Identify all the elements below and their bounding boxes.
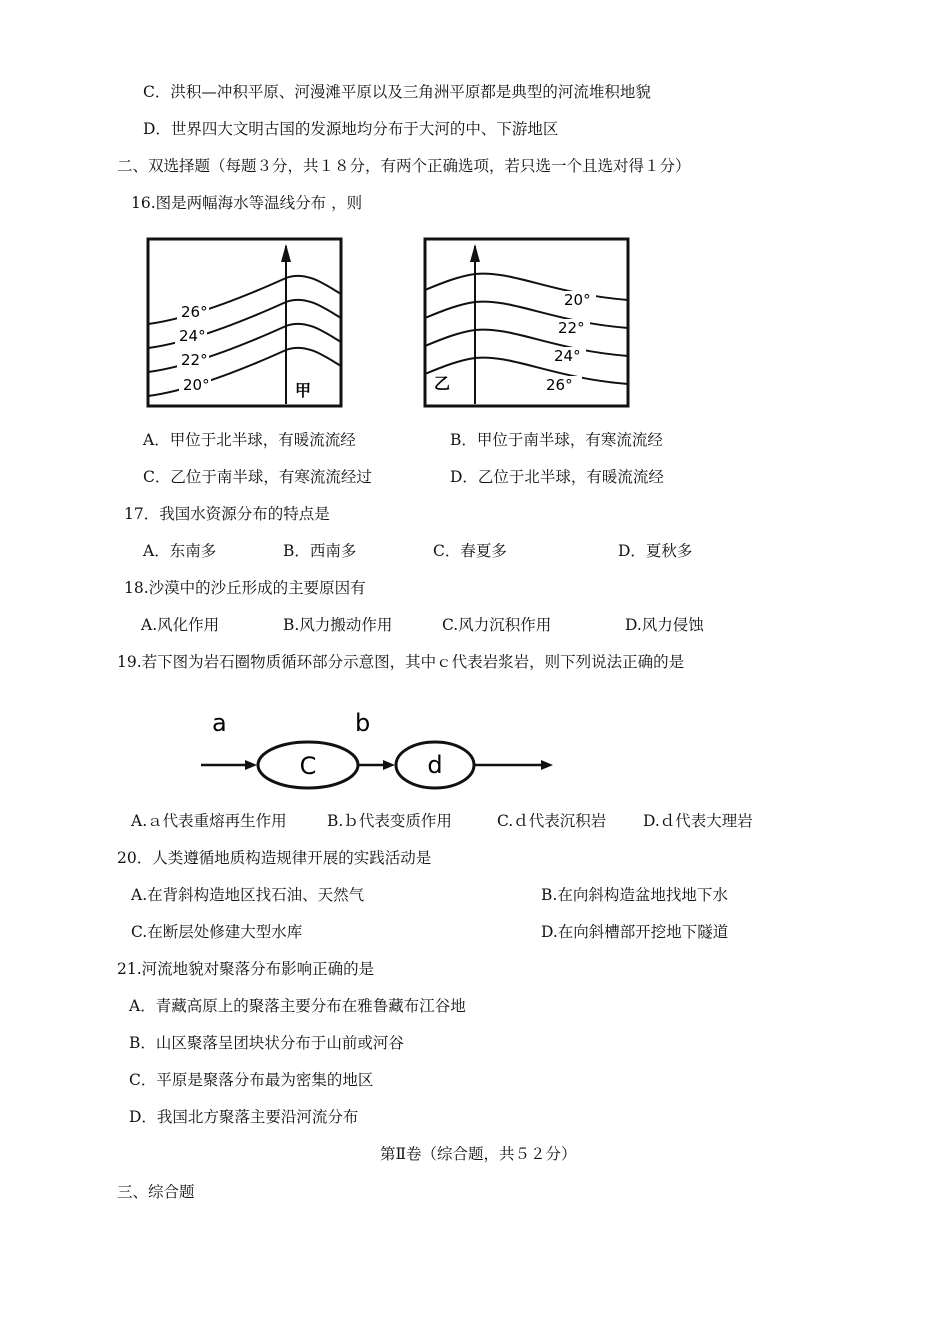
q17-option-c: C．春夏多 [433, 542, 507, 560]
node-d-label: d [427, 751, 443, 779]
isotherm-label-22: 22° [181, 351, 208, 369]
isotherm-label-24-right: 24° [554, 347, 581, 365]
q15-option-c: C．洪积—冲积平原、河漫滩平原以及三角洲平原都是典型的河流堆积地貌 [143, 83, 651, 101]
q21-option-b: B．山区聚落呈团块状分布于山前或河谷 [129, 1034, 404, 1052]
q17-option-a: A．东南多 [143, 542, 217, 560]
q21-option-c: C．平原是聚落分布最为密集的地区 [129, 1071, 374, 1089]
isotherm-figure-right [422, 236, 632, 410]
q17-stem: 17．我国水资源分布的特点是 [124, 505, 330, 523]
q18-option-d: D.风力侵蚀 [625, 616, 704, 634]
process-label-b: b [355, 709, 371, 737]
q16-option-d: D．乙位于北半球，有暖流流经 [450, 468, 664, 486]
rock-cycle-diagram [195, 700, 565, 800]
q16-option-c: C．乙位于南半球，有寒流流经过 [143, 468, 372, 486]
node-c-label: C [299, 752, 317, 780]
q16-option-a: A．甲位于北半球，有暖流流经 [143, 431, 356, 449]
point-yi-label: 乙 [434, 374, 451, 393]
q17-option-d: D．夏秋多 [618, 542, 693, 560]
point-jia-label: 甲 [295, 381, 312, 400]
isotherm-label-20: 20° [183, 376, 210, 394]
isotherm-label-22-right: 22° [558, 319, 585, 337]
isotherm-label-24: 24° [179, 327, 206, 345]
q21-option-a: A．青藏高原上的聚落主要分布在雅鲁藏布江谷地 [129, 997, 466, 1015]
q20-option-c: C.在断层处修建大型水库 [131, 923, 303, 941]
q19-option-c: C.ｄ代表沉积岩 [497, 812, 607, 830]
isotherm-figure-left [145, 236, 345, 410]
isotherm-label-26: 26° [181, 303, 208, 321]
q15-option-d: D．世界四大文明古国的发源地均分布于大河的中、下游地区 [143, 120, 559, 138]
q19-option-d: D.ｄ代表大理岩 [643, 812, 753, 830]
section3-heading: 三、综合题 [117, 1183, 195, 1201]
isotherm-label-20-right: 20° [564, 291, 591, 309]
q19-option-b: B.ｂ代表变质作用 [327, 812, 452, 830]
q20-option-d: D.在向斜槽部开挖地下隧道 [541, 923, 729, 941]
q20-option-a: A.在背斜构造地区找石油、天然气 [131, 886, 365, 904]
q20-option-b: B.在向斜构造盆地找地下水 [541, 886, 728, 904]
q17-option-b: B．西南多 [283, 542, 357, 560]
part2-title: 第Ⅱ卷（综合题，共５２分） [380, 1145, 577, 1163]
q19-stem: 19.若下图为岩石圈物质循环部分示意图，其中ｃ代表岩浆岩，则下列说法正确的是 [117, 653, 685, 671]
process-label-a: a [212, 709, 227, 737]
q21-stem: 21.河流地貌对聚落分布影响正确的是 [117, 960, 375, 978]
q19-option-a: A.ａ代表重熔再生作用 [131, 812, 287, 830]
q18-stem: 18.沙漠中的沙丘形成的主要原因有 [124, 579, 366, 597]
isotherm-label-26-right: 26° [546, 376, 573, 394]
q18-option-a: A.风化作用 [141, 616, 220, 634]
q18-option-c: C.风力沉积作用 [442, 616, 552, 634]
q16-stem: 16.图是两幅海水等温线分布 ，则 [131, 194, 363, 212]
q20-stem: 20．人类遵循地质构造规律开展的实践活动是 [117, 849, 432, 867]
q18-option-b: B.风力搬动作用 [283, 616, 393, 634]
q16-option-b: B．甲位于南半球，有寒流流经 [450, 431, 663, 449]
q21-option-d: D．我国北方聚落主要沿河流分布 [129, 1108, 359, 1126]
section2-heading: 二、双选择题（每题３分，共１８分，有两个正确选项，若只选一个且选对得１分） [117, 157, 691, 175]
